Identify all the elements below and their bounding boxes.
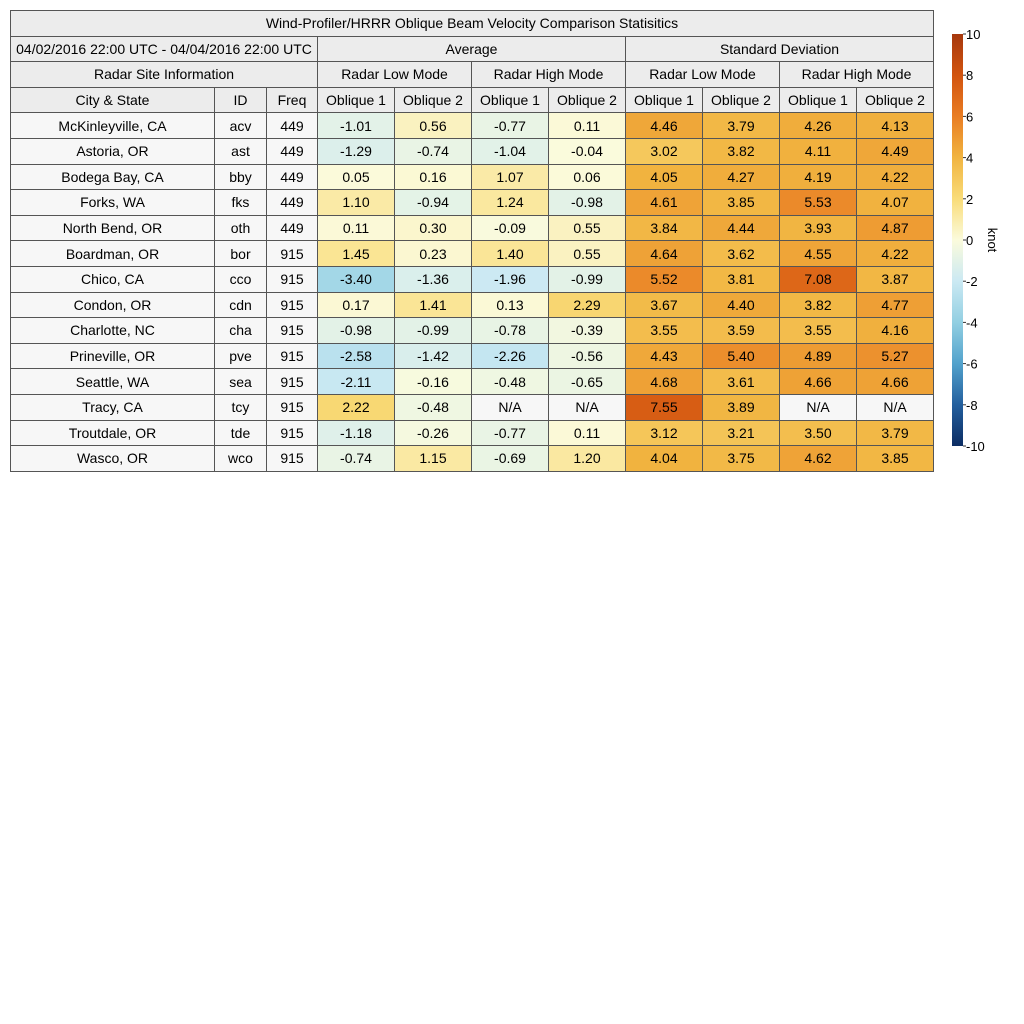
colorbar-tick-label: 6 <box>966 109 974 125</box>
average-value-cell: -0.26 <box>395 420 472 446</box>
freq-cell: 449 <box>267 215 318 241</box>
colorbar-label: knot <box>985 227 1000 253</box>
freq-cell: 915 <box>267 394 318 420</box>
colorbar-tick-label: -4 <box>966 315 978 331</box>
average-value-cell: -0.99 <box>395 318 472 344</box>
average-value-cell: -0.48 <box>472 369 549 395</box>
oblique-2-header: Oblique 2 <box>549 87 626 113</box>
colorbar-tick-label: -6 <box>966 356 978 372</box>
freq-cell: 449 <box>267 113 318 139</box>
city-cell: Astoria, OR <box>11 138 215 164</box>
average-value-cell: -1.42 <box>395 343 472 369</box>
average-value-cell: N/A <box>472 394 549 420</box>
average-value-cell: -0.99 <box>549 266 626 292</box>
freq-cell: 915 <box>267 369 318 395</box>
city-cell: Bodega Bay, CA <box>11 164 215 190</box>
city-cell: Prineville, OR <box>11 343 215 369</box>
std-dev-value-cell: 4.04 <box>626 446 703 472</box>
average-value-cell: 0.30 <box>395 215 472 241</box>
std-dev-value-cell: 4.40 <box>703 292 780 318</box>
site-info-header: Radar Site Information <box>11 62 318 88</box>
std-dev-value-cell: 4.27 <box>703 164 780 190</box>
average-value-cell: -0.98 <box>318 318 395 344</box>
std-dev-value-cell: 4.13 <box>857 113 934 139</box>
average-value-cell: 0.13 <box>472 292 549 318</box>
average-header: Average <box>318 36 626 62</box>
colorbar-gradient <box>952 34 963 446</box>
average-value-cell: -1.18 <box>318 420 395 446</box>
average-value-cell: -0.77 <box>472 420 549 446</box>
oblique-1-header: Oblique 1 <box>472 87 549 113</box>
group-header-row <box>11 36 934 62</box>
std-dev-value-cell: 5.27 <box>857 343 934 369</box>
table-body <box>11 113 934 471</box>
freq-cell: 915 <box>267 446 318 472</box>
table-row <box>11 138 934 164</box>
oblique-1-header: Oblique 1 <box>318 87 395 113</box>
average-value-cell: -0.74 <box>395 138 472 164</box>
average-value-cell: 0.55 <box>549 215 626 241</box>
city-cell: Condon, OR <box>11 292 215 318</box>
std-dev-value-cell: N/A <box>780 394 857 420</box>
id-cell: cdn <box>215 292 267 318</box>
std-dev-value-cell: 5.53 <box>780 190 857 216</box>
title-row <box>11 11 934 37</box>
average-value-cell: 1.15 <box>395 446 472 472</box>
std-dev-value-cell: 4.62 <box>780 446 857 472</box>
table-row <box>11 164 934 190</box>
colorbar-tick-label: 8 <box>966 68 974 84</box>
std-dev-value-cell: 4.87 <box>857 215 934 241</box>
std-dev-value-cell: 4.66 <box>780 369 857 395</box>
std-dev-value-cell: 3.85 <box>703 190 780 216</box>
std-dev-value-cell: 3.62 <box>703 241 780 267</box>
average-value-cell: 0.55 <box>549 241 626 267</box>
std-dev-value-cell: 4.61 <box>626 190 703 216</box>
average-value-cell: -0.48 <box>395 394 472 420</box>
id-header: ID <box>215 87 267 113</box>
id-cell: bby <box>215 164 267 190</box>
colorbar-ticks <box>963 28 985 454</box>
std-dev-value-cell: 3.21 <box>703 420 780 446</box>
std-low-mode-header: Radar Low Mode <box>626 62 780 88</box>
std-dev-value-cell: 3.02 <box>626 138 703 164</box>
freq-cell: 915 <box>267 241 318 267</box>
std-dev-value-cell: 7.08 <box>780 266 857 292</box>
id-cell: bor <box>215 241 267 267</box>
city-cell: Charlotte, NC <box>11 318 215 344</box>
std-dev-value-cell: 4.05 <box>626 164 703 190</box>
std-dev-value-cell: 4.64 <box>626 241 703 267</box>
freq-cell: 915 <box>267 318 318 344</box>
std-dev-value-cell: 3.79 <box>703 113 780 139</box>
average-value-cell: 0.11 <box>549 420 626 446</box>
std-dev-value-cell: 3.67 <box>626 292 703 318</box>
table-row <box>11 394 934 420</box>
mode-header-row <box>11 62 934 88</box>
id-cell: fks <box>215 190 267 216</box>
table-row <box>11 190 934 216</box>
city-cell: Boardman, OR <box>11 241 215 267</box>
average-value-cell: 0.05 <box>318 164 395 190</box>
std-dev-value-cell: N/A <box>857 394 934 420</box>
average-value-cell: -0.69 <box>472 446 549 472</box>
avg-low-mode-header: Radar Low Mode <box>318 62 472 88</box>
average-value-cell: -0.16 <box>395 369 472 395</box>
std-dev-value-cell: 3.89 <box>703 394 780 420</box>
average-value-cell: 2.29 <box>549 292 626 318</box>
column-header-row <box>11 87 934 113</box>
average-value-cell: -0.94 <box>395 190 472 216</box>
std-dev-value-cell: 3.87 <box>857 266 934 292</box>
std-dev-value-cell: 4.22 <box>857 241 934 267</box>
average-value-cell: -0.65 <box>549 369 626 395</box>
id-cell: oth <box>215 215 267 241</box>
colorbar-tick-label: 4 <box>966 150 974 166</box>
city-cell: Seattle, WA <box>11 369 215 395</box>
average-value-cell: -0.04 <box>549 138 626 164</box>
table-row <box>11 318 934 344</box>
std-dev-value-cell: 3.84 <box>626 215 703 241</box>
colorbar <box>944 28 1020 460</box>
std-dev-value-cell: 5.52 <box>626 266 703 292</box>
average-value-cell: 0.16 <box>395 164 472 190</box>
average-value-cell: 1.24 <box>472 190 549 216</box>
std-dev-value-cell: 4.22 <box>857 164 934 190</box>
colorbar-tick-label: 10 <box>966 28 981 42</box>
avg-high-mode-header: Radar High Mode <box>472 62 626 88</box>
average-value-cell: -2.26 <box>472 343 549 369</box>
average-value-cell: -1.96 <box>472 266 549 292</box>
std-dev-value-cell: 5.40 <box>703 343 780 369</box>
std-dev-value-cell: 4.19 <box>780 164 857 190</box>
average-value-cell: -1.29 <box>318 138 395 164</box>
std-dev-value-cell: 4.66 <box>857 369 934 395</box>
std-dev-header: Standard Deviation <box>626 36 934 62</box>
table-row <box>11 241 934 267</box>
id-cell: cha <box>215 318 267 344</box>
average-value-cell: -0.39 <box>549 318 626 344</box>
id-cell: tde <box>215 420 267 446</box>
std-dev-value-cell: 4.46 <box>626 113 703 139</box>
average-value-cell: 0.17 <box>318 292 395 318</box>
id-cell: sea <box>215 369 267 395</box>
std-dev-value-cell: 4.89 <box>780 343 857 369</box>
std-dev-value-cell: 3.82 <box>703 138 780 164</box>
average-value-cell: -2.11 <box>318 369 395 395</box>
std-dev-value-cell: 4.49 <box>857 138 934 164</box>
table-row <box>11 292 934 318</box>
average-value-cell: -3.40 <box>318 266 395 292</box>
city-cell: Chico, CA <box>11 266 215 292</box>
std-dev-value-cell: 3.55 <box>780 318 857 344</box>
std-dev-value-cell: 3.50 <box>780 420 857 446</box>
colorbar-tick-label: -10 <box>966 439 985 454</box>
freq-cell: 449 <box>267 138 318 164</box>
average-value-cell: 2.22 <box>318 394 395 420</box>
std-dev-value-cell: 3.81 <box>703 266 780 292</box>
average-value-cell: 1.07 <box>472 164 549 190</box>
average-value-cell: -0.56 <box>549 343 626 369</box>
average-value-cell: 1.20 <box>549 446 626 472</box>
id-cell: cco <box>215 266 267 292</box>
average-value-cell: -1.36 <box>395 266 472 292</box>
average-value-cell: -2.58 <box>318 343 395 369</box>
freq-cell: 449 <box>267 164 318 190</box>
oblique-2-header: Oblique 2 <box>857 87 934 113</box>
std-dev-value-cell: 3.82 <box>780 292 857 318</box>
std-dev-value-cell: 3.85 <box>857 446 934 472</box>
average-value-cell: N/A <box>549 394 626 420</box>
average-value-cell: 1.45 <box>318 241 395 267</box>
average-value-cell: -1.01 <box>318 113 395 139</box>
std-dev-value-cell: 4.11 <box>780 138 857 164</box>
id-cell: acv <box>215 113 267 139</box>
date-range: 04/02/2016 22:00 UTC - 04/04/2016 22:00 UTC <box>11 36 318 62</box>
std-dev-value-cell: 4.55 <box>780 241 857 267</box>
oblique-2-header: Oblique 2 <box>703 87 780 113</box>
average-value-cell: 0.11 <box>549 113 626 139</box>
std-dev-value-cell: 4.44 <box>703 215 780 241</box>
std-dev-value-cell: 4.26 <box>780 113 857 139</box>
average-value-cell: 0.06 <box>549 164 626 190</box>
average-value-cell: 0.56 <box>395 113 472 139</box>
freq-cell: 915 <box>267 266 318 292</box>
oblique-1-header: Oblique 1 <box>780 87 857 113</box>
freq-cell: 915 <box>267 420 318 446</box>
id-cell: ast <box>215 138 267 164</box>
colorbar-tick-label: 2 <box>966 191 974 207</box>
id-cell: pve <box>215 343 267 369</box>
std-dev-value-cell: 3.59 <box>703 318 780 344</box>
std-dev-value-cell: 4.77 <box>857 292 934 318</box>
average-value-cell: 1.41 <box>395 292 472 318</box>
oblique-2-header: Oblique 2 <box>395 87 472 113</box>
oblique-1-header: Oblique 1 <box>626 87 703 113</box>
std-dev-value-cell: 4.43 <box>626 343 703 369</box>
average-value-cell: -0.78 <box>472 318 549 344</box>
freq-header: Freq <box>267 87 318 113</box>
std-dev-value-cell: 4.68 <box>626 369 703 395</box>
std-dev-value-cell: 3.75 <box>703 446 780 472</box>
colorbar-tick-label: -8 <box>966 397 978 413</box>
average-value-cell: -0.98 <box>549 190 626 216</box>
average-value-cell: -0.09 <box>472 215 549 241</box>
table-row <box>11 113 934 139</box>
colorbar-tick-label: 0 <box>966 233 974 248</box>
std-dev-value-cell: 3.55 <box>626 318 703 344</box>
average-value-cell: -1.04 <box>472 138 549 164</box>
city-cell: Wasco, OR <box>11 446 215 472</box>
stats-table <box>10 10 934 472</box>
table-row <box>11 343 934 369</box>
freq-cell: 915 <box>267 343 318 369</box>
std-dev-value-cell: 4.16 <box>857 318 934 344</box>
std-dev-value-cell: 3.79 <box>857 420 934 446</box>
average-value-cell: 0.23 <box>395 241 472 267</box>
std-dev-value-cell: 7.55 <box>626 394 703 420</box>
table-row <box>11 369 934 395</box>
table-row <box>11 420 934 446</box>
std-high-mode-header: Radar High Mode <box>780 62 934 88</box>
city-cell: Troutdale, OR <box>11 420 215 446</box>
average-value-cell: 1.10 <box>318 190 395 216</box>
table-title: Wind-Profiler/HRRR Oblique Beam Velocity Comparison Statisitics <box>11 11 934 37</box>
city-cell: Forks, WA <box>11 190 215 216</box>
freq-cell: 449 <box>267 190 318 216</box>
city-cell: McKinleyville, CA <box>11 113 215 139</box>
std-dev-value-cell: 3.61 <box>703 369 780 395</box>
freq-cell: 915 <box>267 292 318 318</box>
average-value-cell: -0.74 <box>318 446 395 472</box>
id-cell: wco <box>215 446 267 472</box>
city-cell: North Bend, OR <box>11 215 215 241</box>
average-value-cell: 1.40 <box>472 241 549 267</box>
table-row <box>11 215 934 241</box>
average-value-cell: 0.11 <box>318 215 395 241</box>
city-cell: Tracy, CA <box>11 394 215 420</box>
average-value-cell: -0.77 <box>472 113 549 139</box>
std-dev-value-cell: 4.07 <box>857 190 934 216</box>
table-row <box>11 266 934 292</box>
std-dev-value-cell: 3.93 <box>780 215 857 241</box>
table-row <box>11 446 934 472</box>
id-cell: tcy <box>215 394 267 420</box>
colorbar-tick-label: -2 <box>966 274 978 290</box>
std-dev-value-cell: 3.12 <box>626 420 703 446</box>
city-header: City & State <box>11 87 215 113</box>
